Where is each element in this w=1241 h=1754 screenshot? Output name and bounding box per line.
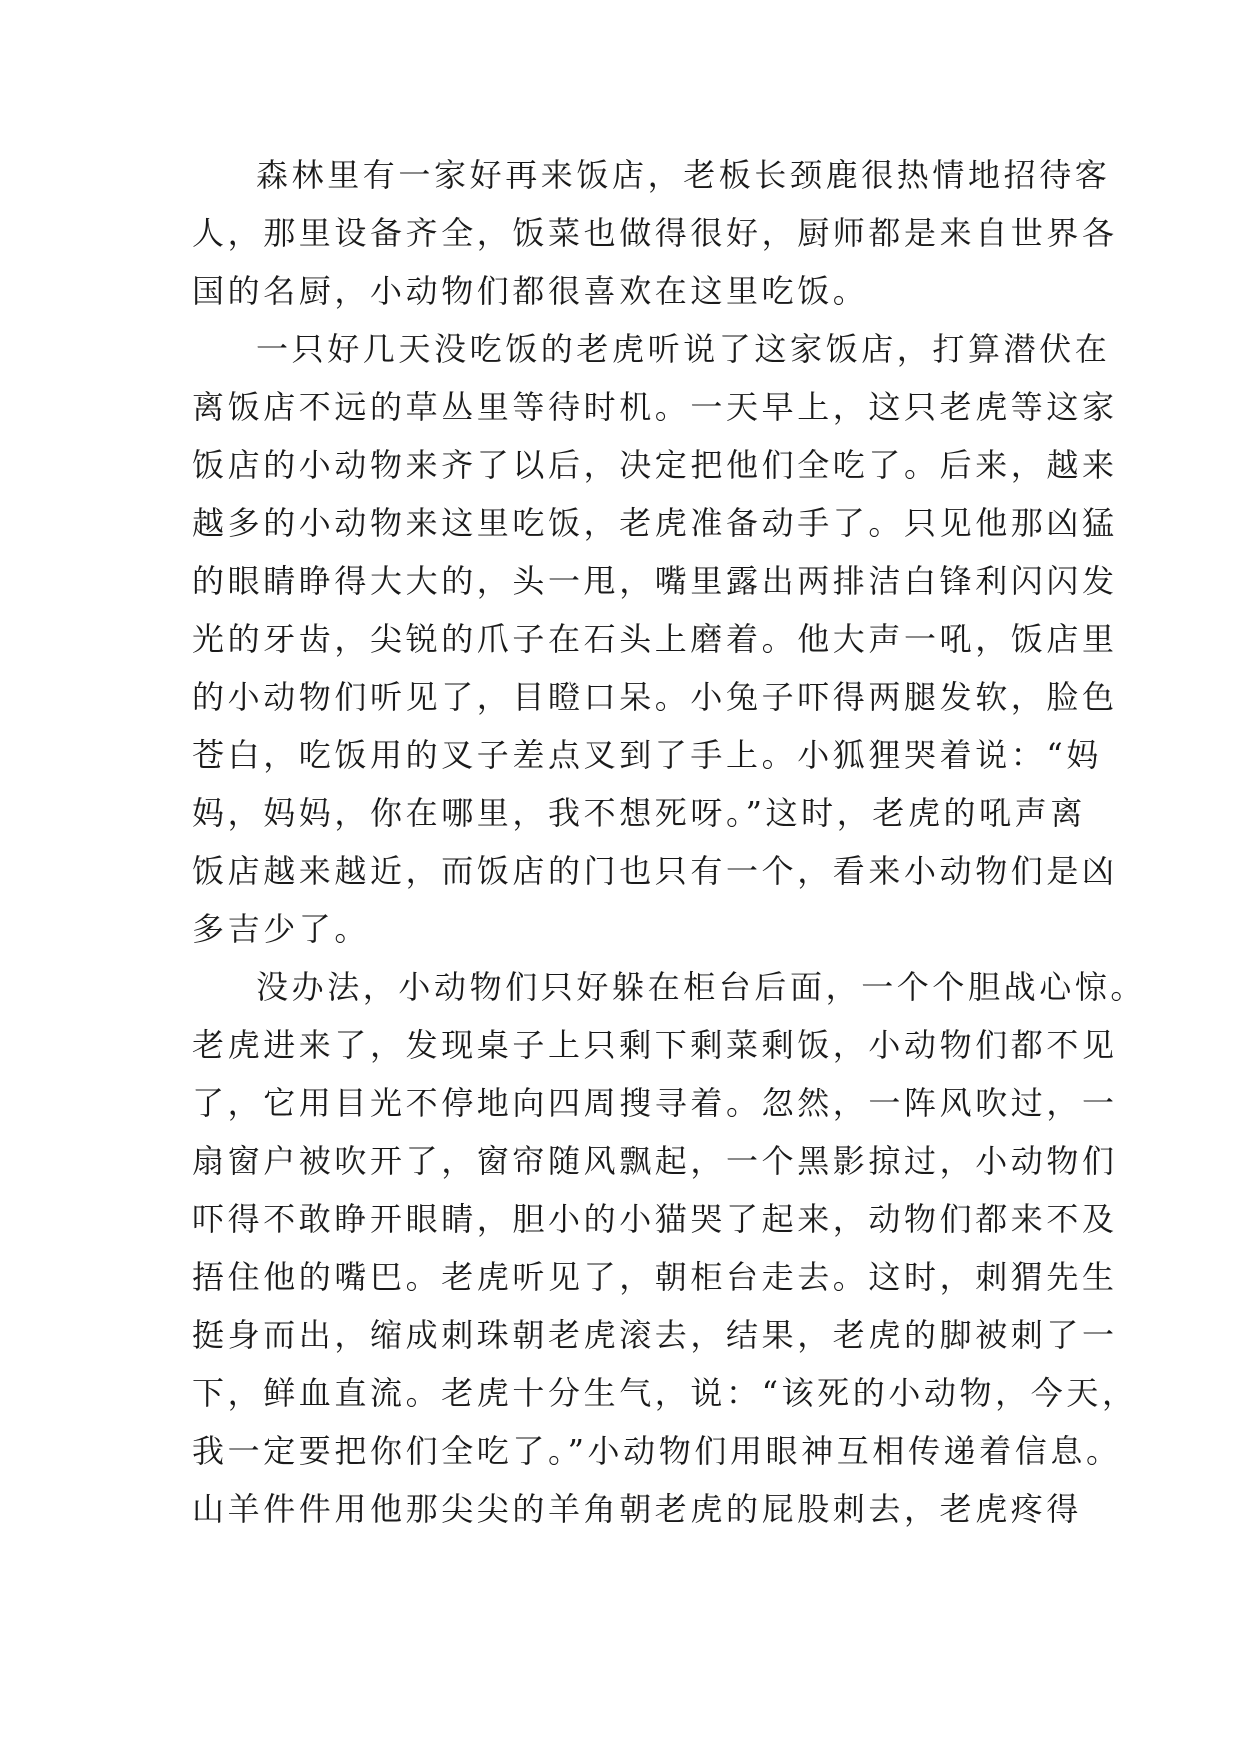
text-line: 山羊件件用他那尖尖的羊角朝老虎的屁股刺去，老虎疼得 xyxy=(192,1490,1083,1528)
paragraph-2 xyxy=(192,320,1118,958)
text-line: 一只好几天没吃饭的老虎听说了这家饭店，打算潜伏在 xyxy=(256,330,1111,368)
text-line: 的小动物们听见了，目瞪口呆。小兔子吓得两腿发软，脸色 xyxy=(192,678,1118,716)
text-line: 国的名厨，小动物们都很喜欢在这里吃饭。 xyxy=(192,272,869,310)
text-line: 捂住他的嘴巴。老虎听见了，朝柜台走去。这时，刺猬先生 xyxy=(192,1258,1118,1296)
paragraph-1 xyxy=(192,146,1118,320)
text-line: 离饭店不远的草丛里等待时机。一天早上，这只老虎等这家 xyxy=(192,388,1118,426)
text-line: 多吉少了。 xyxy=(192,910,371,948)
text-line: 下，鲜血直流。老虎十分生气，说：“该死的小动物，今天， xyxy=(192,1374,1138,1412)
text-line: 挺身而出，缩成刺珠朝老虎滚去，结果，老虎的脚被刺了一 xyxy=(192,1316,1118,1354)
text-line: 人，那里设备齐全，饭菜也做得很好，厨师都是来自世界各 xyxy=(192,214,1118,252)
text-line: 我一定要把你们全吃了。”小动物们用眼神互相传递着信息。 xyxy=(192,1432,1122,1470)
text-line: 光的牙齿，尖锐的爪子在石头上磨着。他大声一吼，饭店里 xyxy=(192,620,1118,658)
text-line: 饭店的小动物来齐了以后，决定把他们全吃了。后来，越来 xyxy=(192,446,1118,484)
text-line: 了，它用目光不停地向四周搜寻着。忽然，一阵风吹过，一 xyxy=(192,1084,1118,1122)
text-line: 老虎进来了，发现桌子上只剩下剩菜剩饭，小动物们都不见 xyxy=(192,1026,1118,1064)
document-body xyxy=(192,146,1147,1538)
text-line: 没办法，小动物们只好躲在柜台后面，一个个胆战心惊。 xyxy=(256,968,1147,1006)
text-line: 森林里有一家好再来饭店，老板长颈鹿很热情地招待客 xyxy=(256,156,1111,194)
paragraph-3 xyxy=(192,958,1147,1538)
text-line: 妈，妈妈，你在哪里，我不想死呀。”这时，老虎的吼声离 xyxy=(192,794,1086,832)
text-line: 吓得不敢睁开眼睛，胆小的小猫哭了起来，动物们都来不及 xyxy=(192,1200,1118,1238)
text-line: 扇窗户被吹开了，窗帘随风飘起，一个黑影掠过，小动物们 xyxy=(192,1142,1118,1180)
text-line: 的眼睛睁得大大的，头一甩，嘴里露出两排洁白锋利闪闪发 xyxy=(192,562,1118,600)
text-line: 越多的小动物来这里吃饭，老虎准备动手了。只见他那凶猛 xyxy=(192,504,1118,542)
text-line: 饭店越来越近，而饭店的门也只有一个，看来小动物们是凶 xyxy=(192,852,1118,890)
text-line: 苍白，吃饭用的叉子差点叉到了手上。小狐狸哭着说：“妈 xyxy=(192,736,1102,774)
